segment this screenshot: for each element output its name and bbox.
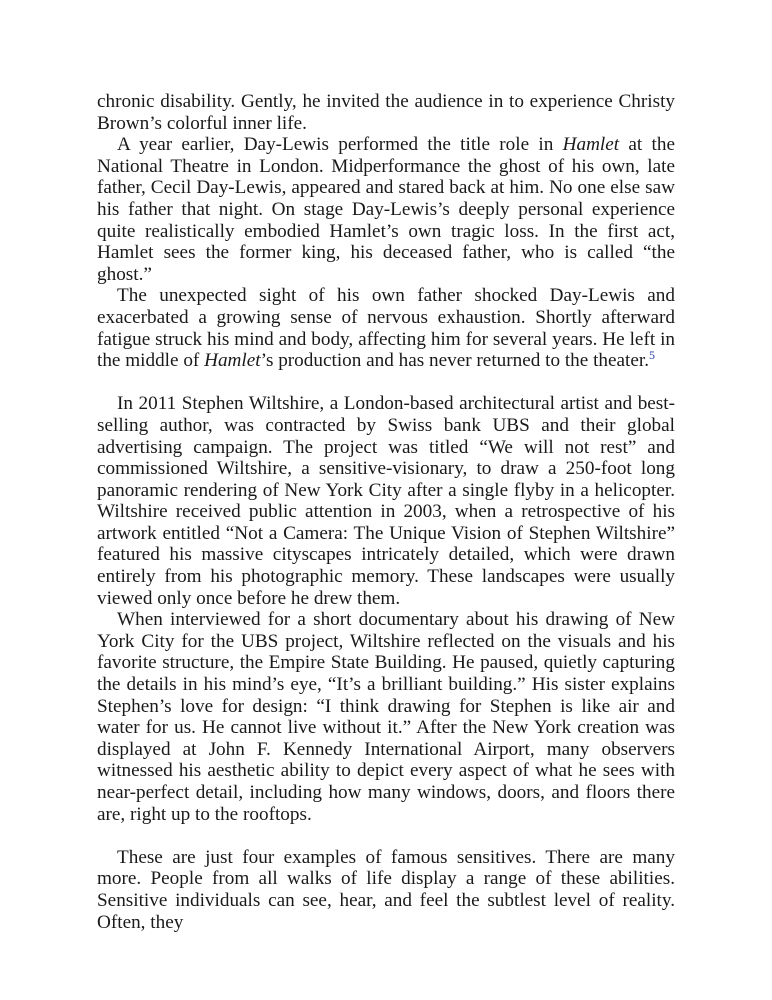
paragraph-hamlet-role — [97, 134, 675, 285]
paragraph-text: The unexpected sight of his own father shocked Day-Lewis and exacerbated a growing sense of nervous exhaustion. Shortly afterward fatigue struck his mind and body, affecting him for several years. He left in the middle of — [97, 285, 675, 372]
paragraph-text: ’s production and has never returned to the theater. — [260, 350, 650, 372]
book-page — [97, 91, 675, 933]
paragraph-wiltshire-intro: In 2011 Stephen Wiltshire, a London-based architectural artist and best-selling author, was contracted by Swiss bank UBS and their global advertising campaign. The project was titled “We will not rest” and commissioned Wiltshire, a sensitive-visionary, to draw a 250-foot long panoramic rendering of New York City after a single flyby in a helicopter. Wiltshire received public attention in 2003, when a retrospective of his artwork entitled “Not a Camera: The Unique Vision of Stephen Wiltshire” featured his massive cityscapes intricately detailed, which were drawn entirely from his photographic memory. These landscapes were usually viewed only once before he drew them. — [97, 393, 675, 609]
paragraph-text: A year earlier, Day-Lewis performed the title role in — [117, 134, 563, 156]
paragraph-sensitives: These are just four examples of famous sensitives. There are many more. People from all walks of life display a range of these abilities. Sensitive individuals can see, hear, and feel the subtlest level of reality. Often, they — [97, 846, 675, 933]
paragraph-text: at the National Theatre in London. Midperformance the ghost of his own, late father, Cecil Day-Lewis, appeared and stared back at him. No one else saw his father that night. On stage Day-Lewis’s deeply personal experience quite realistically embodied Hamlet’s own tragic loss. In the first act, Hamlet sees the former king, his deceased father, who is called “the ghost.” — [97, 134, 675, 285]
italic-title: Hamlet — [562, 134, 620, 156]
paragraph-wiltshire-interview: When interviewed for a short documentary about his drawing of New York City for the UBS project, Wiltshire reflected on the visuals and his favorite structure, the Empire State Building. He paused, quietly capturing the details in his mind’s eye, “It’s a brilliant building.” His sister explains Stephen’s love for design: “I think drawing for Stephen is like air and water for us. He cannot live without it.” After the New York creation was displayed at John F. Kennedy International Airport, many observers witnessed his aesthetic ability to depict every aspect of what he sees with near-perfect detail, including how many windows, doors, and floors there are, right up to the rooftops. — [97, 609, 675, 825]
paragraph-exhaustion — [97, 285, 675, 371]
italic-title: Hamlet — [204, 350, 261, 372]
footnote-marker[interactable]: 5 — [649, 348, 656, 363]
paragraph-continuation: chronic disability. Gently, he invited the audience in to experience Christy Brown’s colorful inner life. — [97, 91, 675, 134]
